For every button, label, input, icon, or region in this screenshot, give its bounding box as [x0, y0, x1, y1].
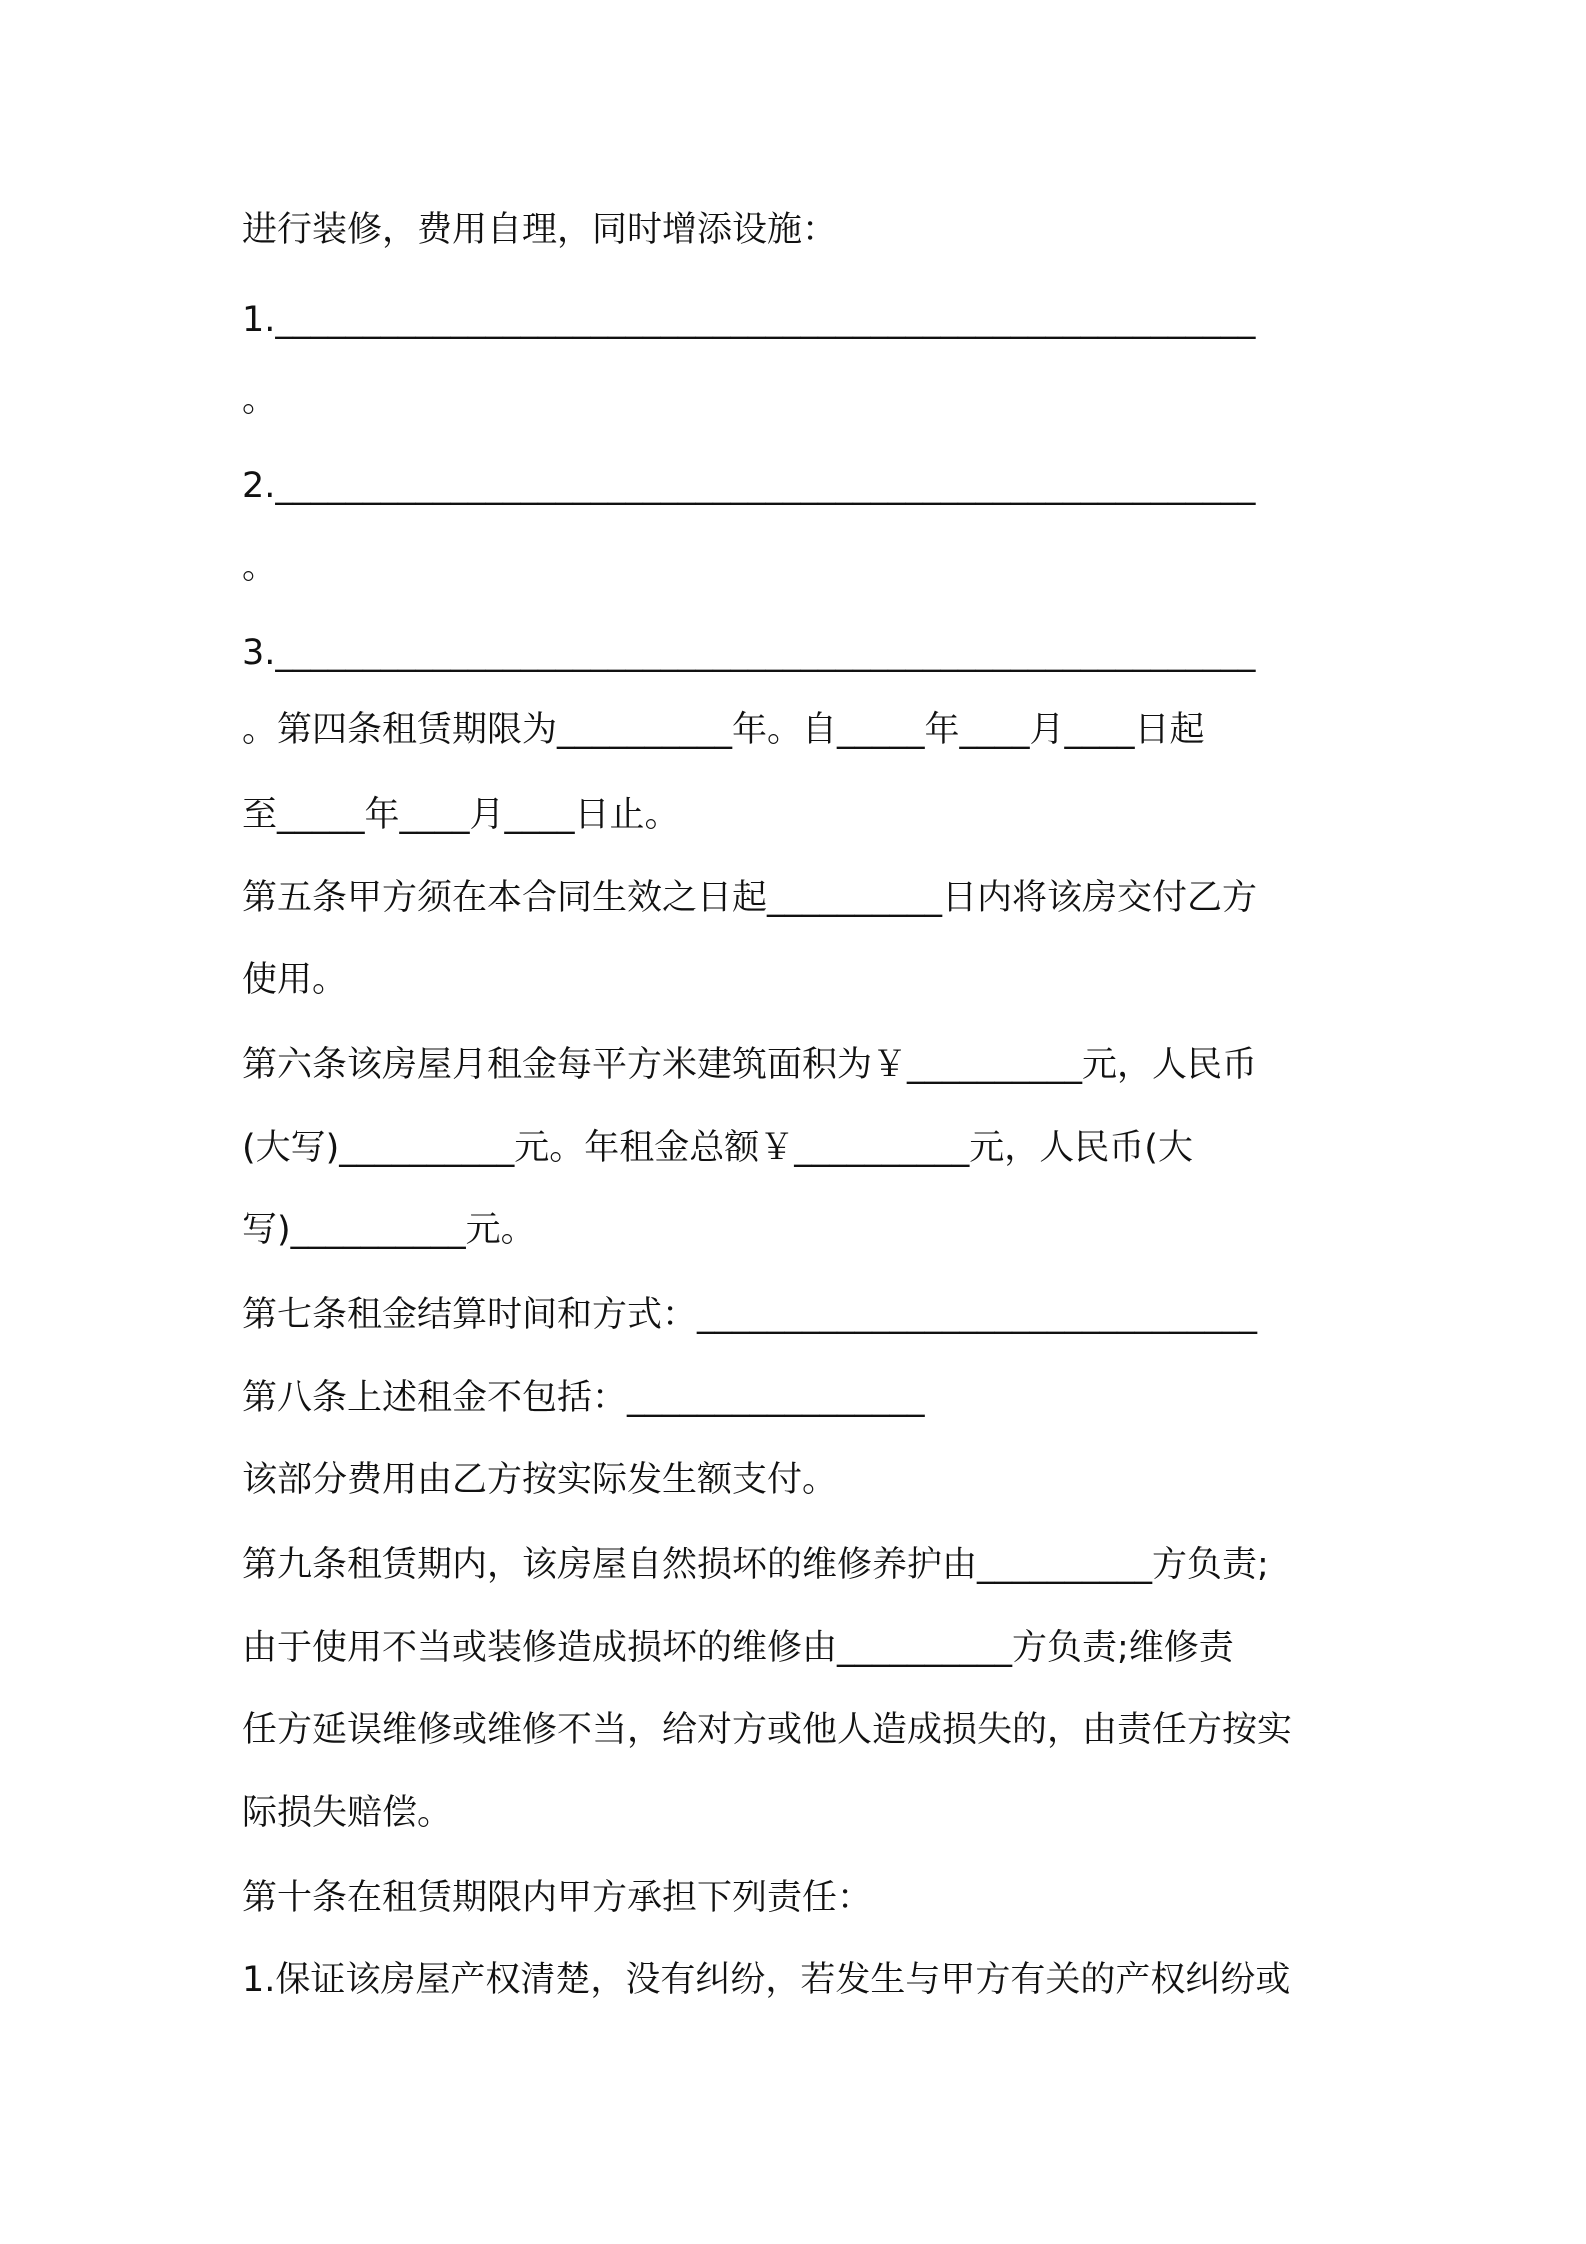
clause-9-line: 任方延误维修或维修不当，给对方或他人造成损失的，由责任方按实: [242, 1710, 1293, 1750]
blank-item-3: 3.________________________________________________________: [242, 633, 1256, 673]
text-line: 。: [242, 380, 278, 420]
clause-10-line: 1.保证该房屋产权清楚，没有纠纷，若发生与甲方有关的产权纠纷或: [242, 1960, 1291, 2000]
clause-6-line: 第六条该房屋月租金每平方米建筑面积为￥__________元，人民币: [242, 1045, 1258, 1085]
clause-9-line: 由于使用不当或装修造成损坏的维修由__________方负责;维修责: [242, 1628, 1234, 1668]
blank-item-1: 1.________________________________________________________: [242, 300, 1256, 340]
clause-9-line: 第九条租赁期内，该房屋自然损坏的维修养护由__________方负责;: [242, 1545, 1269, 1585]
clause-4-line: 至_____年____月____日止。: [242, 795, 680, 835]
clause-8-line: 该部分费用由乙方按实际发生额支付。: [242, 1460, 838, 1500]
clause-9-line: 际损失赔偿。: [242, 1793, 453, 1833]
blank-item-2: 2.________________________________________________________: [242, 466, 1256, 506]
clause-4-line: 。第四条租赁期限为__________年。自_____年____月____日起: [242, 710, 1205, 750]
clause-5-line: 使用。: [242, 960, 348, 1000]
text-line: 进行装修，费用自理，同时增添设施：: [242, 210, 838, 250]
clause-6-line: (大写)__________元。年租金总额￥__________元，人民币(大: [242, 1128, 1193, 1168]
clause-6-line: 写)__________元。: [242, 1210, 536, 1250]
clause-8-line: 第八条上述租金不包括：_________________: [242, 1378, 925, 1418]
text-line: 。: [242, 547, 278, 587]
clause-7-line: 第七条租金结算时间和方式：________________________________: [242, 1295, 1258, 1335]
clause-10-line: 第十条在租赁期限内甲方承担下列责任：: [242, 1878, 873, 1918]
clause-5-line: 第五条甲方须在本合同生效之日起__________日内将该房交付乙方: [242, 878, 1258, 918]
